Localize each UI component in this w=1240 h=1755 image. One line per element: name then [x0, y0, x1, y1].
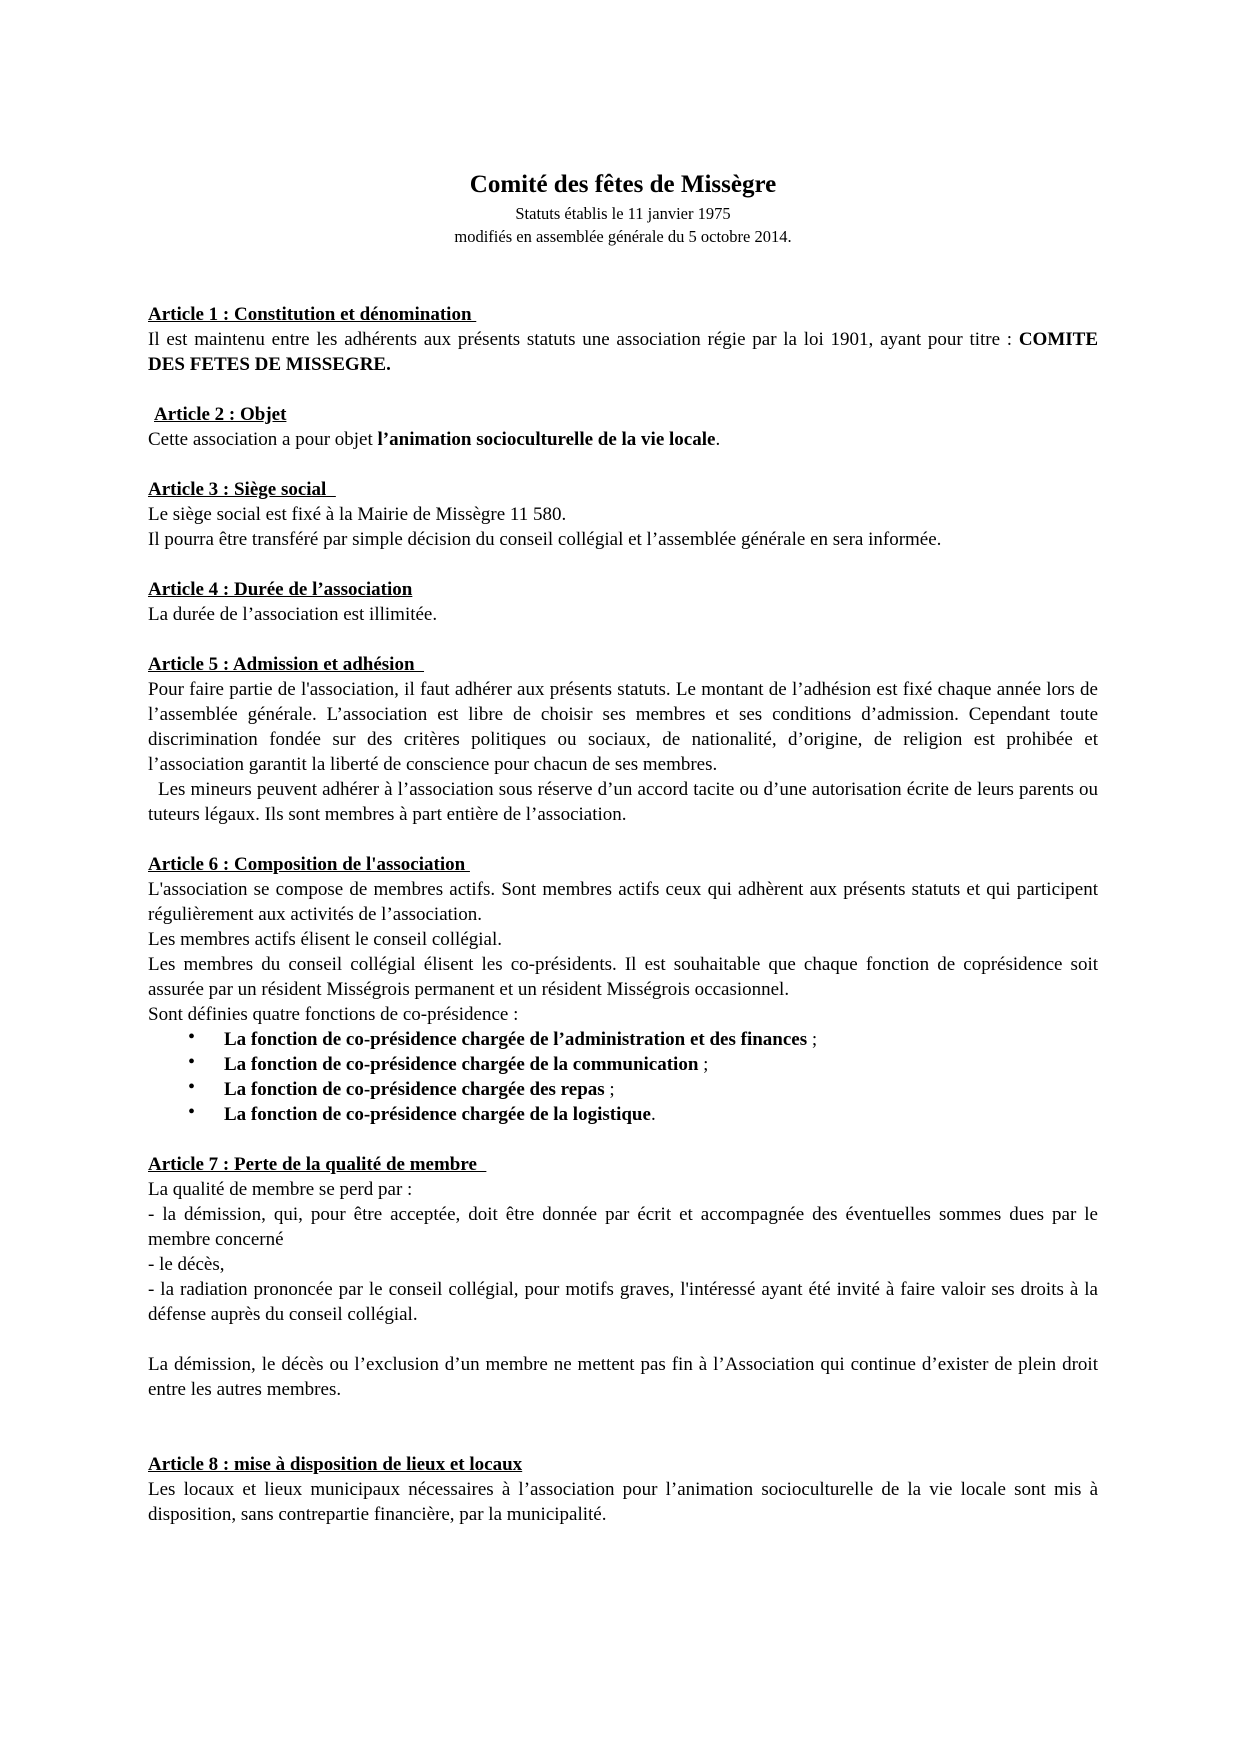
article-6: [148, 852, 1098, 1127]
list-item-bold: La fonction de co-présidence chargée de la communication: [224, 1054, 699, 1075]
article-7-paragraph-5: La démission, le décès ou l’exclusion d’un membre ne mettent pas fin à l’Association qui continue d’exister de plein droit entre les autres membres.: [148, 1354, 1098, 1400]
article-7-paragraph-1: La qualité de membre se perd par :: [148, 1179, 413, 1200]
article-6-paragraph-2: Les membres actifs élisent le conseil collégial.: [148, 929, 503, 950]
co-presidence-list: [148, 1027, 1098, 1127]
article-7-paragraph-4: - la radiation prononcée par le conseil collégial, pour motifs graves, l'intéressé ayant été invité à faire valoir ses droits à la défense auprès du conseil collégial.: [148, 1279, 1098, 1325]
list-item: [148, 1027, 1098, 1052]
bullet-icon: •: [188, 1076, 196, 1098]
article-7-paragraph-3: - le décès,: [148, 1254, 225, 1275]
article-2-paragraph: [148, 427, 1098, 452]
article-2-object: l’animation socioculturelle de la vie locale: [377, 429, 716, 450]
article-6-heading: Article 6 : Composition de l'association: [148, 854, 470, 875]
bullet-icon: •: [188, 1026, 196, 1048]
list-item: [148, 1052, 1098, 1077]
article-2: [148, 402, 1098, 452]
list-item-bold: La fonction de co-présidence chargée de la logistique: [224, 1104, 651, 1125]
list-item-end: ;: [698, 1054, 709, 1075]
bullet-icon: •: [188, 1051, 196, 1073]
list-item: [148, 1102, 1098, 1127]
paragraph-gap: [148, 1327, 1098, 1352]
article-2-heading: Article 2 : Objet: [154, 404, 287, 425]
article-6-paragraph-4: Sont définies quatre fonctions de co-présidence :: [148, 1004, 519, 1025]
article-5: [148, 652, 1098, 827]
article-6-paragraph-1: L'association se compose de membres actifs. Sont membres actifs ceux qui adhèrent aux présents statuts et qui participent régulièrement aux activités de l’association.: [148, 879, 1098, 925]
article-3-heading: Article 3 : Siège social: [148, 479, 336, 500]
list-item-end: ;: [604, 1079, 615, 1100]
article-7: [148, 1152, 1098, 1402]
article-7-paragraph-2: - la démission, qui, pour être acceptée, doit être donnée par écrit et accompagnée des éventuelles sommes dues par le membre concerné: [148, 1204, 1098, 1250]
list-item-bold: La fonction de co-présidence chargée des repas: [224, 1079, 605, 1100]
article-5-paragraph-2: Les mineurs peuvent adhérer à l’association sous réserve d’un accord tacite ou d’une autorisation écrite de leurs parents ou tuteurs légaux. Ils sont membres à part entière de l’association.: [148, 779, 1098, 825]
article-5-paragraph-1: Pour faire partie de l'association, il faut adhérer aux présents statuts. Le montant de l’adhésion est fixé chaque année lors de l’assemblée générale. L’association est libre de choisir ses membres et ses conditions d’admission. Cependant toute discrimination fondée sur des critères politiques ou sociaux, de nationalité, d’origine, de religion est prohibée et l’association garantit la liberté de conscience pour chacun de ses membres.: [148, 679, 1098, 775]
article-8-paragraph: Les locaux et lieux municipaux nécessaires à l’association pour l’animation socioculturelle de la vie locale sont mis à disposition, sans contrepartie financière, par la municipalité.: [148, 1479, 1098, 1525]
article-2-text: Cette association a pour objet: [148, 429, 378, 450]
list-item-end: .: [650, 1104, 656, 1125]
document-header: [148, 168, 1098, 248]
article-1-heading: Article 1 : Constitution et dénomination: [148, 304, 477, 325]
article-3-paragraph-2: Il pourra être transféré par simple décision du conseil collégial et l’assemblée générale en sera informée.: [148, 529, 942, 550]
article-3: [148, 477, 1098, 552]
document-page: [148, 168, 1098, 1552]
article-6-paragraph-3: Les membres du conseil collégial élisent les co-présidents. Il est souhaitable que chaque fonction de coprésidence soit assurée par un résident Misségrois permanent et un résident Misségrois occasionnel.: [148, 954, 1098, 1000]
list-item: [148, 1077, 1098, 1102]
list-item-end: ;: [807, 1029, 818, 1050]
article-1-association-name: COMITE DES FETES DE MISSEGRE.: [148, 329, 1098, 375]
article-4: [148, 577, 1098, 627]
article-1-text: Il est maintenu entre les adhérents aux présents statuts une association régie par la loi 1901, ayant pour titre :: [148, 329, 1019, 350]
article-1: [148, 302, 1098, 377]
document-title: Comité des fêtes de Missègre: [469, 171, 777, 198]
article-2-end: .: [715, 429, 721, 450]
article-7-heading: Article 7 : Perte de la qualité de membre: [148, 1154, 487, 1175]
article-8: [148, 1452, 1098, 1527]
article-5-heading: Article 5 : Admission et adhésion: [148, 654, 425, 675]
article-4-paragraph: La durée de l’association est illimitée.: [148, 604, 438, 625]
article-8-heading: Article 8 : mise à disposition de lieux et locaux: [148, 1454, 523, 1475]
article-3-paragraph-1: Le siège social est fixé à la Mairie de Missègre 11 580.: [148, 504, 567, 525]
article-1-paragraph: [148, 327, 1098, 377]
list-item-bold: La fonction de co-présidence chargée de l’administration et des finances: [224, 1029, 808, 1050]
document-subtitle-established: Statuts établis le 11 janvier 1975: [515, 204, 731, 223]
bullet-icon: •: [188, 1101, 196, 1123]
document-subtitle-modified: modifiés en assemblée générale du 5 octobre 2014.: [454, 227, 792, 246]
article-4-heading: Article 4 : Durée de l’association: [148, 579, 413, 600]
